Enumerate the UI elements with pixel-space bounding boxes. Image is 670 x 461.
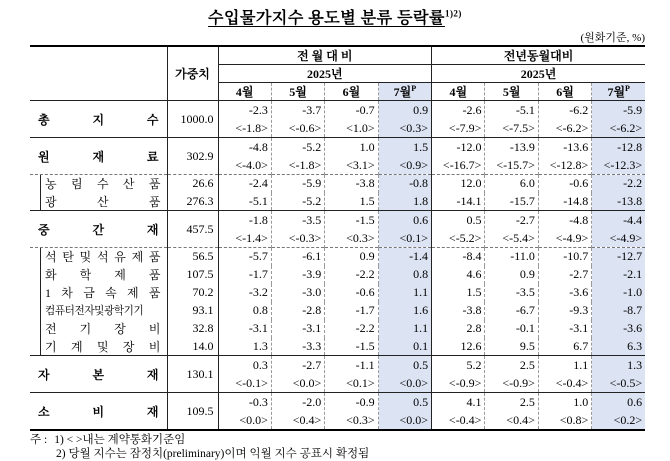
value-cell: -4.8 <-4.9> bbox=[538, 211, 591, 248]
value-cell: -0.6 bbox=[538, 175, 591, 193]
value-cell: -14.8 bbox=[538, 193, 591, 211]
value-cell: -0.7 <1.0> bbox=[325, 101, 378, 138]
value-cell: -5.9 bbox=[271, 175, 324, 193]
value-cell: -0.6 bbox=[325, 284, 378, 302]
value-cell: -1.1 <0.1> bbox=[325, 356, 378, 393]
footnote-1-text: 1) < >내는 계약통화기준임 bbox=[54, 434, 186, 446]
row-computer-electronics-optical bbox=[30, 302, 645, 320]
value-cell: 6.0 bbox=[485, 175, 538, 193]
value-cell: -3.8 bbox=[325, 175, 378, 193]
import-price-index-table bbox=[30, 45, 645, 431]
row-intermediate-goods bbox=[30, 211, 645, 248]
row-label-raw-materials: 원 재 료 bbox=[30, 138, 167, 175]
month-header-mom-2: 5월 bbox=[271, 83, 324, 101]
row-label-electrical-equipment: 전 기 장 비 bbox=[30, 320, 167, 338]
value-cell: -6.1 bbox=[271, 248, 324, 266]
value-cell: -13.6 <-12.8> bbox=[538, 138, 591, 175]
value-cell: -8.4 bbox=[432, 248, 485, 266]
value-cell: -3.2 bbox=[248, 285, 268, 299]
weight-value-primary-metal: 70.2 bbox=[167, 284, 218, 302]
value-cell: -12.7 bbox=[592, 248, 645, 266]
table-body bbox=[30, 101, 645, 431]
value-cell: -3.5 <-0.3> bbox=[271, 211, 324, 248]
yoy-section-header: 전년동월대비 bbox=[432, 46, 646, 65]
value-cell: -12.0 <-16.7> bbox=[432, 138, 485, 175]
value-cell: -8.7 bbox=[592, 302, 645, 320]
value-cell: -1.8 <-1.4> bbox=[218, 211, 271, 248]
value-cell: -2.2 bbox=[592, 175, 645, 193]
value-cell: -2.4 bbox=[218, 175, 271, 193]
value-cell: -13.9 <-15.7> bbox=[485, 138, 538, 175]
value-cell: 1.5 bbox=[325, 193, 378, 211]
value-cell: 1.6 bbox=[378, 302, 431, 320]
value-cell: 0.5 <-5.2> bbox=[432, 211, 485, 248]
row-label-computer-electronics-optical: 컴퓨터전자및광학기기 bbox=[30, 302, 167, 320]
value-cell: -2.7 bbox=[538, 266, 591, 284]
value-cell: -11.0 bbox=[485, 248, 538, 266]
footnote-1 bbox=[30, 433, 369, 447]
value-cell: 0.6 <0.2> bbox=[592, 393, 645, 431]
value-cell: 5.2 <-0.9> bbox=[432, 356, 485, 393]
value-cell: -5.1 bbox=[248, 193, 268, 208]
page-title bbox=[0, 5, 670, 28]
value-cell: -5.7 bbox=[218, 248, 271, 266]
row-machinery-equipment bbox=[30, 338, 645, 356]
month-header-yoy-2: 5월 bbox=[485, 83, 538, 101]
weight-value-electrical-equipment: 32.8 bbox=[167, 320, 218, 338]
month-header-yoy-3: 6월 bbox=[538, 83, 591, 101]
row-primary-metal bbox=[30, 284, 645, 302]
value-cell: 12.0 bbox=[432, 175, 485, 193]
value-cell: -6.7 bbox=[485, 302, 538, 320]
value-cell: -2.8 bbox=[271, 302, 324, 320]
month-header-mom-4: 7월$^P$ bbox=[378, 83, 431, 101]
value-cell: -0.8 bbox=[378, 175, 431, 193]
value-cell: -2.0 <0.4> bbox=[271, 393, 324, 431]
value-cell: -2.7 <0.0> bbox=[271, 356, 324, 393]
weight-column-header: 가중치 bbox=[167, 46, 218, 101]
value-cell: 2.5 <-0.9> bbox=[485, 356, 538, 393]
value-cell: -5.1 <-7.5> bbox=[485, 101, 538, 138]
weight-value-computer-electronics-optical: 93.1 bbox=[167, 302, 218, 320]
value-cell: -4.8 <-4.0> bbox=[218, 138, 271, 175]
value-cell: -3.8 bbox=[432, 302, 485, 320]
value-cell: -1.0 bbox=[592, 284, 645, 302]
value-cell: -14.1 bbox=[432, 193, 485, 211]
row-label-total-index: 총 지 수 bbox=[38, 112, 159, 127]
weight-value-intermediate-goods: 457.5 bbox=[167, 211, 218, 248]
row-label-intermediate-goods: 중 간 재 bbox=[30, 211, 167, 248]
row-mining-products bbox=[30, 193, 645, 211]
value-cell: -0.3 <0.0> bbox=[218, 393, 271, 431]
value-cell: 2.8 bbox=[432, 320, 485, 338]
row-raw-materials bbox=[30, 138, 645, 175]
value-cell: 1.0 <3.1> bbox=[325, 138, 378, 175]
value-cell: 0.6 <0.1> bbox=[378, 211, 431, 248]
value-cell: -9.3 bbox=[538, 302, 591, 320]
value-cell: -3.1 bbox=[271, 320, 324, 338]
row-coal-petroleum bbox=[30, 248, 645, 266]
value-cell: -2.1 bbox=[592, 266, 645, 284]
row-label-machinery-equipment: 기 계 및 장 비 bbox=[30, 338, 167, 356]
weight-value-chemical-products: 107.5 bbox=[167, 266, 218, 284]
value-cell: 1.1 bbox=[378, 320, 431, 338]
value-cell: 12.6 bbox=[432, 338, 485, 356]
value-cell: 0.9 bbox=[325, 248, 378, 266]
value-cell: 0.5 <0.0> bbox=[378, 356, 431, 393]
weight-value-total-index: 1000.0 bbox=[167, 101, 218, 138]
weight-value-machinery-equipment: 14.0 bbox=[167, 338, 218, 356]
footnote-prefix: 주 : bbox=[30, 434, 48, 446]
weight-value-consumer-goods: 109.5 bbox=[167, 393, 218, 431]
row-label-capital-goods: 자 본 재 bbox=[30, 356, 167, 393]
value-cell: -0.9 <0.3> bbox=[325, 393, 378, 431]
row-label-coal-petroleum: 석 탄 및 석 유 제 품 bbox=[30, 248, 167, 266]
value-cell: 6.3 bbox=[592, 338, 645, 356]
weight-value-raw-materials: 302.9 bbox=[167, 138, 218, 175]
value-cell: -3.0 bbox=[271, 284, 324, 302]
value-cell: -2.2 bbox=[325, 320, 378, 338]
year-header-mom: 2025년 bbox=[218, 65, 432, 83]
value-cell: -4.4 <-4.9> bbox=[592, 211, 645, 248]
value-cell: -1.5 bbox=[325, 338, 378, 356]
value-cell: 1.5 bbox=[432, 284, 485, 302]
value-cell: 4.6 bbox=[432, 266, 485, 284]
value-cell: -3.1 bbox=[538, 320, 591, 338]
value-cell: -2.3 <-1.8> bbox=[235, 103, 268, 135]
title-text: 수입물가지수 용도별 분류 등락률 bbox=[208, 10, 445, 27]
row-total-index bbox=[30, 101, 645, 138]
footnotes bbox=[30, 433, 369, 461]
footnote-2-text: 2) 당월 지수는 잠정치(preliminary)이며 익월 지수 공표시 확정됨 bbox=[56, 448, 370, 460]
row-capital-goods bbox=[30, 356, 645, 393]
value-cell: -3.6 bbox=[538, 284, 591, 302]
value-cell: 0.9 <0.3> bbox=[378, 101, 431, 138]
month-header-yoy-1: 4월 bbox=[432, 83, 485, 101]
value-cell: -3.7 <-0.6> bbox=[271, 101, 324, 138]
title-superscript: 1)2) bbox=[444, 8, 462, 19]
value-cell: 1.8 bbox=[378, 193, 431, 211]
value-cell: 2.5 <0.4> bbox=[485, 393, 538, 431]
month-header-yoy-4: 7월$^P$ bbox=[592, 83, 645, 101]
value-cell: 9.5 bbox=[485, 338, 538, 356]
value-cell: -12.8 <-12.3> bbox=[592, 138, 645, 175]
value-cell: -1.4 bbox=[378, 248, 431, 266]
value-cell: -1.7 bbox=[325, 302, 378, 320]
row-label-mining-products: 광 산 품 bbox=[30, 193, 167, 211]
value-cell: -3.6 bbox=[592, 320, 645, 338]
value-cell: 0.8 bbox=[252, 303, 268, 317]
header-row-groups bbox=[30, 46, 645, 65]
month-header-mom-3: 6월 bbox=[325, 83, 378, 101]
value-cell: 0.1 bbox=[378, 338, 431, 356]
value-cell: 0.8 bbox=[378, 266, 431, 284]
value-cell: 0.9 bbox=[485, 266, 538, 284]
row-label-consumer-goods: 소 비 재 bbox=[30, 393, 167, 431]
value-cell: -3.1 bbox=[248, 321, 268, 335]
value-cell: -3.5 bbox=[485, 284, 538, 302]
row-agri-forest-fishery bbox=[30, 175, 645, 193]
weight-value-capital-goods: 130.1 bbox=[167, 356, 218, 393]
value-cell: -1.5 <0.3> bbox=[325, 211, 378, 248]
value-cell: 6.7 bbox=[538, 338, 591, 356]
corner-cell bbox=[30, 46, 167, 101]
value-cell: -2.7 <-5.4> bbox=[485, 211, 538, 248]
row-chemical-products bbox=[30, 266, 645, 284]
value-cell: -3.3 bbox=[271, 338, 324, 356]
value-cell: 0.3 <-0.1> bbox=[218, 356, 271, 393]
value-cell: -5.2 <-1.8> bbox=[271, 138, 324, 175]
value-cell: 1.1 <-0.4> bbox=[538, 356, 591, 393]
row-label-chemical-products: 화 학 제 품 bbox=[30, 266, 167, 284]
value-cell: 1.5 <0.9> bbox=[378, 138, 431, 175]
value-cell: 1.1 bbox=[378, 284, 431, 302]
value-cell: 1.3 bbox=[252, 338, 268, 353]
weight-value-agri-forest-fishery: 26.6 bbox=[167, 175, 218, 193]
value-cell: -2.2 bbox=[325, 266, 378, 284]
table-header bbox=[30, 46, 645, 101]
value-cell: -3.9 bbox=[271, 266, 324, 284]
mom-section-header: 전 월 대 비 bbox=[218, 46, 432, 65]
value-cell: 1.3 <-0.5> bbox=[592, 356, 645, 393]
row-electrical-equipment bbox=[30, 320, 645, 338]
value-cell: 4.1 <-0.4> bbox=[432, 393, 485, 431]
value-cell: 1.0 <0.8> bbox=[538, 393, 591, 431]
value-cell: -13.8 bbox=[592, 193, 645, 211]
year-header-yoy: 2025년 bbox=[432, 65, 646, 83]
value-cell: 0.5 <0.0> bbox=[378, 393, 431, 431]
weight-value-coal-petroleum: 56.5 bbox=[167, 248, 218, 266]
value-cell: -0.1 bbox=[485, 320, 538, 338]
weight-value-mining-products: 276.3 bbox=[167, 193, 218, 211]
value-cell: -10.7 bbox=[538, 248, 591, 266]
month-header-mom-1: 4월 bbox=[218, 83, 271, 101]
value-cell: -5.2 bbox=[271, 193, 324, 211]
value-cell: -15.7 bbox=[485, 193, 538, 211]
row-consumer-goods bbox=[30, 393, 645, 431]
row-label-agri-forest-fishery: 농 림 수 산 품 bbox=[30, 175, 167, 193]
value-cell: -5.9 <-6.2> bbox=[592, 101, 645, 138]
value-cell: -2.6 <-7.9> bbox=[432, 101, 485, 138]
row-label-primary-metal: 1 차 금 속 제 품 bbox=[30, 284, 167, 302]
value-cell: -6.2 <-6.2> bbox=[538, 101, 591, 138]
value-cell: -1.7 bbox=[248, 267, 268, 281]
unit-note: (원화기준, %) bbox=[580, 32, 645, 44]
